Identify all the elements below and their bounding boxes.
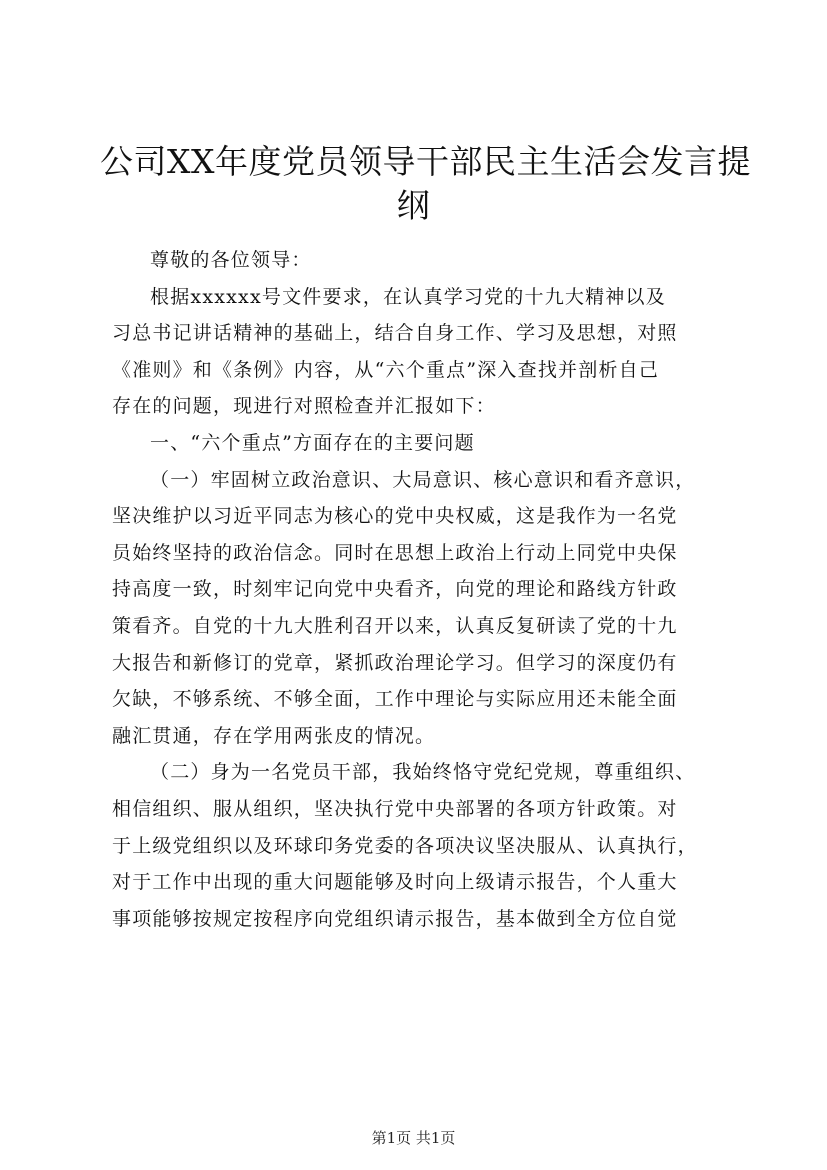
body-line: 尊敬的各位领导： [150,249,312,271]
body-line: 习总书记讲话精神的基础上，结合自身工作、学习及思想，对照 [112,322,678,345]
body-line: 策看齐。自党的十九大胜利召开以来，认真反复研读了党的十九 [112,614,678,637]
body-line: 持高度一致，时刻牢记向党中央看齐，向党的理论和路线方针政 [112,578,678,601]
body-line: （二）身为一名党员干部，我始终恪守党纪党规，尊重组织、 [150,761,696,784]
body-line: 于上级党组织以及环球印务党委的各项决议坚决服从、认真执行， [112,834,698,857]
title-line-1: 公司XX年度党员领导干部民主生活会发言提 [100,142,751,181]
body-line: 融汇贯通，存在学用两张皮的情况。 [112,724,436,747]
body-line: 事项能够按规定按程序向党组织请示报告，基本做到全方位自觉 [112,907,678,930]
body-line: 大报告和新修订的党章，紧抓政治理论学习。但学习的深度仍有 [112,651,678,674]
body-line: 员始终坚持的政治信念。同时在思想上政治上行动上同党中央保 [112,541,678,564]
document-body [112,242,724,937]
body-line: 存在的问题，现进行对照检查并汇报如下： [112,395,496,418]
body-line: 相信组织、服从组织，坚决执行党中央部署的各项方针政策。对 [112,797,678,820]
document-title [100,140,751,228]
body-line: 欠缺，不够系统、不够全面，工作中理论与实际应用还未能全面 [112,688,678,711]
body-line: （一）牢固树立政治意识、大局意识、核心意识和看齐意识， [150,468,696,491]
page-footer: 第1页 共1页 [371,1129,456,1147]
body-line: 《准则》和《条例》内容，从“六个重点”深入查找并剖析自己 [112,358,660,381]
title-line-2: 纲 [396,186,431,225]
body-line: 根据xxxxxx号文件要求，在认真学习党的十九大精神以及 [150,285,666,308]
body-line: 对于工作中出现的重大问题能够及时向上级请示报告，个人重大 [112,871,678,894]
body-line: 坚决维护以习近平同志为核心的党中央权威，这是我作为一名党 [112,505,678,528]
body-line: 一、“六个重点”方面存在的主要问题 [150,431,475,454]
